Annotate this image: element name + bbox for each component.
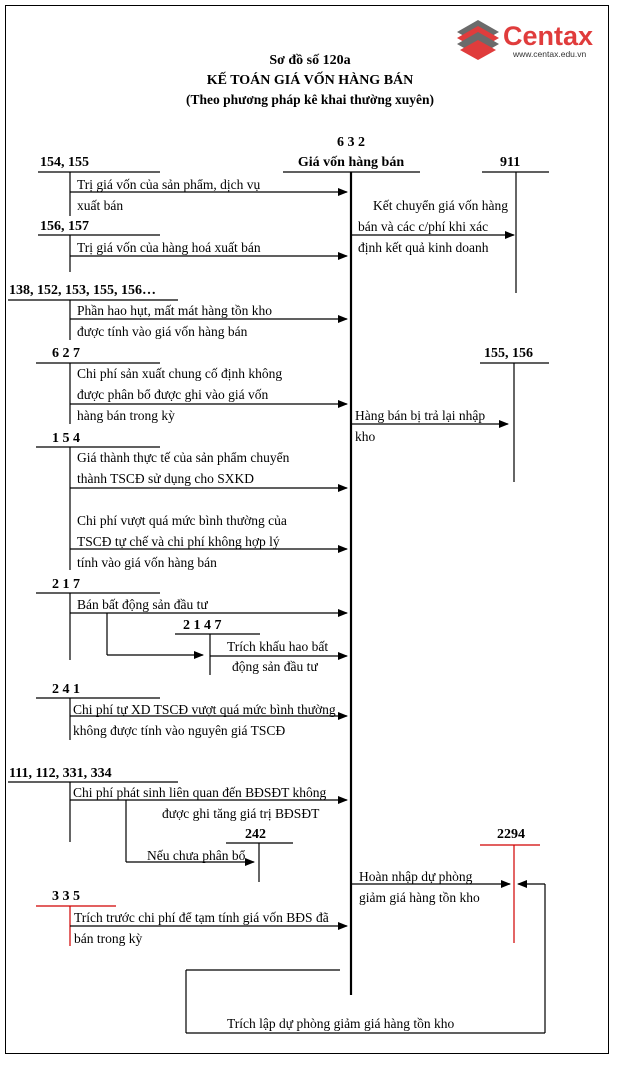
centax-logo-mark bbox=[457, 20, 499, 60]
account-217: 2 1 7 bbox=[52, 577, 80, 592]
entry-4-line-3: hàng bán trong kỳ bbox=[77, 408, 175, 423]
centax-logo-name: Centax bbox=[503, 21, 594, 51]
entry-10-line-1: Chi phí phát sinh liên quan đến BĐSĐT không bbox=[73, 785, 327, 800]
entry-3-line-1: Phần hao hụt, mất mát hàng tồn kho bbox=[77, 303, 272, 318]
entry-3-line-2: được tính vào giá vốn hàng bán bbox=[77, 324, 248, 339]
entry-5-line-1: Giá thành thực tế của sản phẩm chuyển bbox=[77, 450, 290, 465]
entry-1-line-2: xuất bán bbox=[77, 198, 124, 213]
account-242: 242 bbox=[245, 827, 266, 842]
account-156-157: 156, 157 bbox=[40, 219, 89, 234]
entry-8-line-1: Trích khấu hao bất bbox=[227, 639, 329, 654]
account-154-155: 154, 155 bbox=[40, 155, 89, 170]
account-138-152-153-155-156: 138, 152, 153, 155, 156… bbox=[9, 283, 156, 298]
entry-4-line-2: được phân bổ được ghi vào giá vốn bbox=[77, 387, 269, 402]
account-911: 911 bbox=[500, 155, 521, 170]
diagram-number: Sơ đồ số 120a bbox=[269, 53, 351, 68]
account-335: 3 3 5 bbox=[52, 889, 80, 904]
account-632-number: 6 3 2 bbox=[337, 135, 365, 150]
account-632-name: Giá vốn hàng bán bbox=[297, 155, 405, 170]
entry-12-line-2: bán trong kỳ bbox=[74, 931, 143, 946]
entry-4-line-1: Chi phí sản xuất chung cố định không bbox=[77, 366, 283, 381]
entry-r1-line-1: Kết chuyển giá vốn hàng bbox=[373, 198, 508, 213]
account-241: 2 4 1 bbox=[52, 682, 80, 697]
account-111-112-331-334: 111, 112, 331, 334 bbox=[9, 766, 112, 781]
entry-7: Bán bất động sản đầu tư bbox=[77, 597, 208, 612]
entry-r1-line-2: bán và các c/phí khi xác bbox=[358, 219, 489, 234]
entry-11: Nếu chưa phân bổ bbox=[147, 848, 246, 863]
centax-logo-url: www.centax.edu.vn bbox=[513, 49, 587, 59]
entry-r2-line-1: Hàng bán bị trả lại nhập bbox=[355, 408, 486, 423]
entry-6-line-1: Chi phí vượt quá mức bình thường của bbox=[77, 513, 287, 528]
entry-8-line-2: động sản đầu tư bbox=[232, 659, 318, 674]
entry-r2-line-2: kho bbox=[355, 429, 376, 444]
entry-bottom: Trích lập dự phòng giảm giá hàng tồn kho bbox=[227, 1016, 455, 1031]
account-2147: 2 1 4 7 bbox=[183, 618, 222, 633]
entry-6-line-3: tính vào giá vốn hàng bán bbox=[77, 555, 217, 570]
entry-1-line-1: Trị giá vốn của sản phẩm, dịch vụ bbox=[77, 177, 261, 192]
entry-10-line-2: được ghi tăng giá trị BĐSĐT bbox=[162, 806, 320, 821]
centax-logo bbox=[457, 20, 593, 60]
account-2294: 2294 bbox=[497, 827, 525, 842]
diagram-subtitle: (Theo phương pháp kê khai thường xuyên) bbox=[186, 92, 434, 107]
entry-6-line-2: TSCĐ tự chế và chi phí không hợp lý bbox=[77, 534, 280, 549]
entry-9-line-1: Chi phí tự XD TSCĐ vượt quá mức bình thường bbox=[73, 702, 336, 717]
account-627: 6 2 7 bbox=[52, 346, 80, 361]
entry-r1-line-3: định kết quả kinh doanh bbox=[358, 240, 489, 255]
account-155-156: 155, 156 bbox=[484, 346, 533, 361]
entry-2: Trị giá vốn của hàng hoá xuất bán bbox=[77, 240, 261, 255]
entry-r3-line-2: giảm giá hàng tồn kho bbox=[359, 890, 480, 905]
entry-5-line-2: thành TSCĐ sử dụng cho SXKD bbox=[77, 471, 254, 486]
account-154: 1 5 4 bbox=[52, 431, 80, 446]
entry-9-line-2: không được tính vào nguyên giá TSCĐ bbox=[73, 723, 286, 738]
entry-r3-line-1: Hoàn nhập dự phòng bbox=[359, 869, 473, 884]
diagram-title: KẾ TOÁN GIÁ VỐN HÀNG BÁN bbox=[206, 73, 414, 88]
entry-12-line-1: Trích trước chi phí để tạm tính giá vốn BĐS đã bbox=[74, 910, 329, 925]
